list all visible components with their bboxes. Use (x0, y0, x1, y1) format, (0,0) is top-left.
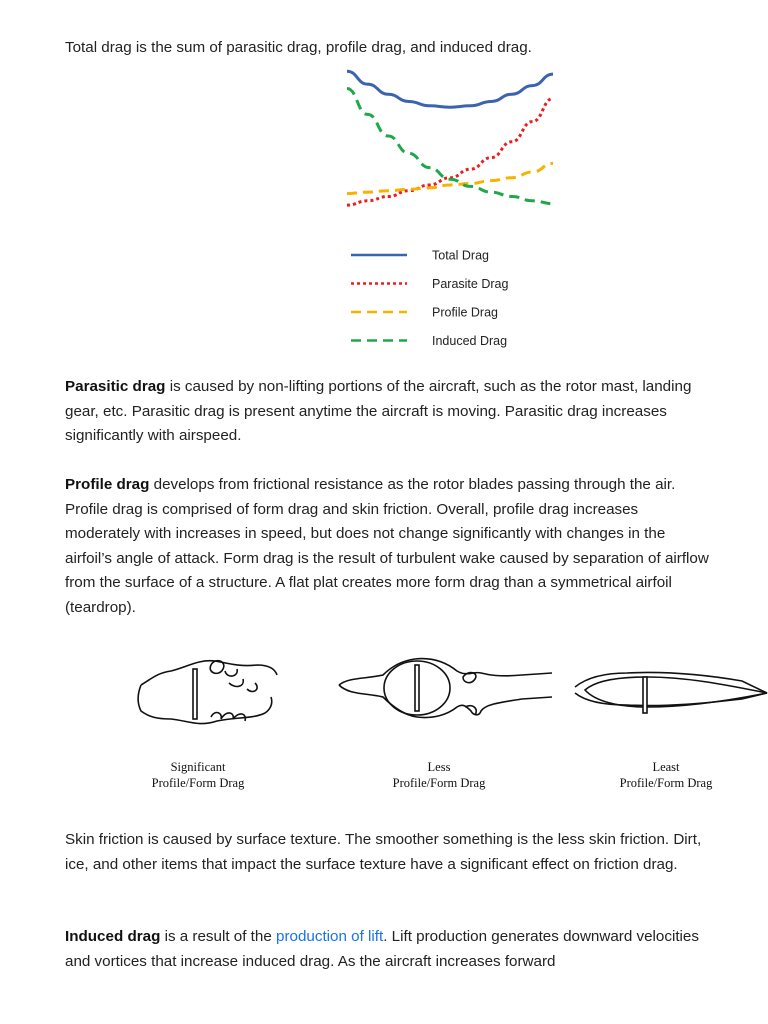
induced-text-after: . Lift production generates downward velocities and vortices that increase induced drag. As the aircraft increases forward (65, 928, 699, 970)
legend-label-induced-drag: Induced Drag (432, 334, 508, 348)
parasitic-text: is caused by non-lifting portions of the aircraft, such as the rotor mast, landing gear, etc. Parasitic drag is present anytime the aircraft is moving. Parasitic drag increases significantly with airspeed. (65, 378, 692, 444)
profile-paragraph (65, 473, 710, 620)
fig-caption-significant-1: Significant (170, 760, 226, 774)
drag-chart (343, 58, 558, 358)
streamlined-airfoil-diagram (575, 672, 767, 713)
induced-paragraph (65, 925, 710, 974)
series-line-total-drag (347, 71, 553, 107)
legend-label-profile-drag: Profile Drag (432, 305, 498, 320)
production-of-lift-link[interactable]: production of lift (276, 928, 384, 945)
chart-legend (351, 249, 508, 349)
fig-caption-less-2: Profile/Form Drag (392, 776, 486, 790)
legend-label-parasite-drag: Parasite Drag (432, 277, 509, 291)
parasitic-paragraph (65, 375, 710, 449)
round-body-diagram (339, 659, 552, 718)
fig-caption-significant-2: Profile/Form Drag (151, 776, 245, 790)
form-drag-figure (127, 643, 768, 803)
series-line-parasite-drag (347, 99, 553, 206)
legend-label-total-drag: Total Drag (432, 248, 489, 263)
profile-term: Profile drag (65, 476, 150, 493)
intro-paragraph: Total drag is the sum of parasitic drag, profile drag, and induced drag. (65, 39, 532, 56)
skin-friction-paragraph: Skin friction is caused by surface texture. The smoother something is the less skin friction. Dirt, ice, and other items that impact the surface texture have a significant effect on friction drag. (65, 831, 702, 873)
fig-caption-least-2: Profile/Form Drag (619, 776, 713, 790)
fig-caption-less-1: Less (427, 760, 451, 774)
induced-text-before: is a result of the (160, 928, 277, 945)
chart-lines (347, 71, 553, 205)
induced-term: Induced drag (65, 928, 161, 945)
profile-text: develops from frictional resistance as the rotor blades passing through the air. Profile drag is comprised of form drag and skin friction. Overall, profile drag increases moderately with increases in speed, but does not change significantly with changes in the airfoil’s angle of attack. Form drag is the result of turbulent wake caused by separation of airflow from the surface of a structure. A flat plat creates more form drag than a symmetrical airfoil (teardrop). (65, 476, 709, 616)
parasitic-term: Parasitic drag (65, 378, 166, 395)
flat-plate-diagram (138, 661, 277, 724)
fig-caption-least-1: Least (652, 760, 680, 774)
